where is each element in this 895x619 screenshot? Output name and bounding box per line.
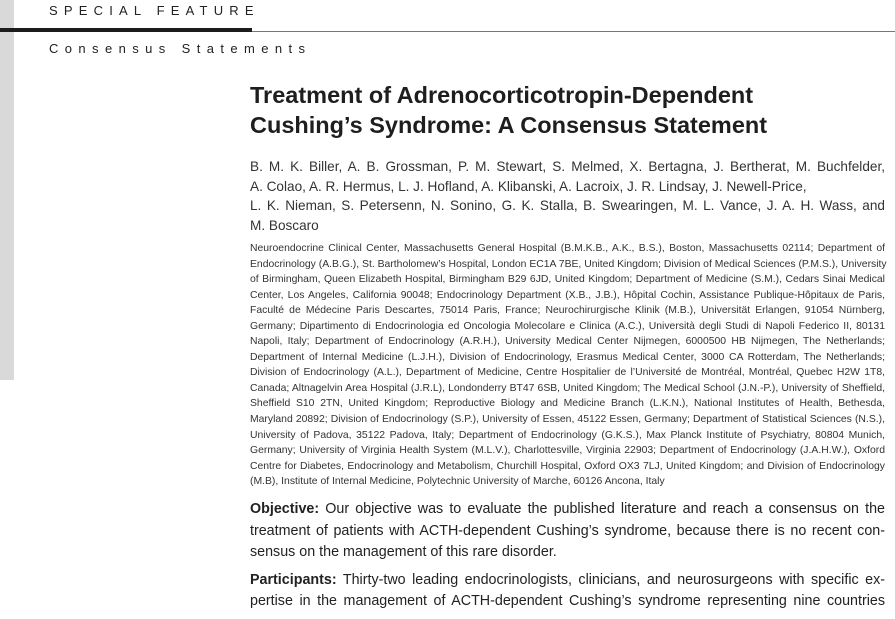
abstract-text: Thirty-two leading endocrinologists, clinicians, and neurosurgeons with specific ex- [342, 571, 885, 588]
affiliation-line: Sheffield S10 2TN, United Kingdom; Reproductive Biology and Medicine Branch (L.K.N.), National Institutes of Health, Bethesda, [250, 398, 885, 410]
affiliation-line: Department of Internal Medicine (L.J.H.), Division of Endocrinology, Erasmus Medical Center, 3000 CA Rotterdam, The Netherlands; [250, 351, 885, 363]
abstract-paragraph [250, 570, 885, 613]
affiliation-line: Center, Los Angeles, California 90048; Endocrinology Department (X.B., J.B.), Hôpital Cochin, Assistance Publique-Hôpitaux de Paris, [250, 289, 885, 301]
abstract-paragraph [250, 499, 885, 564]
abstract-line [250, 499, 885, 521]
header-rule-thick [0, 28, 252, 32]
section-label: SPECIAL FEATURE [49, 3, 260, 18]
subsection-label: Consensus Statements [49, 41, 312, 56]
abstract-line: pertise in the management of ACTH-dependent Cushing’s syndrome representing nine countries [250, 593, 885, 610]
header-rule-thin [252, 31, 895, 32]
title-line: Treatment of Adrenocorticotropin-Dependent [250, 82, 754, 108]
affiliation-line: Canada; Altnagelvin Area Hospital (J.R.L), Londonderry BT47 6SB, United Kingdom; The Medical School (J.N.-P.), University of Sheffield, [250, 382, 885, 394]
author-line: M. Boscaro [250, 217, 319, 233]
abstract [250, 499, 885, 619]
author-line: L. K. Nieman, S. Petersenn, N. Sonino, G. K. Stalla, B. Swearingen, M. L. Vance, J. A. H. Wass, and [250, 198, 885, 214]
affiliation-line: Neuroendocrine Clinical Center, Massachusetts General Hospital (B.M.K.B., A.K., B.S.), Boston, Massachusetts 02114; Department of [250, 243, 885, 254]
title-line: Cushing’s Syndrome: A Consensus Statement [250, 112, 768, 138]
margin-gray-bar [0, 0, 14, 380]
author-line: A. Colao, A. R. Hermus, L. J. Hofland, A. Klibanski, A. Lacroix, J. R. Lindsay, J. Newell-Price, [250, 178, 807, 194]
affiliation-line: Napoli, Italy; Department of Endocrinology (A.R.H.), University Medical Center Nijmegen, 6000500 HB Nijmegen, The Netherlands; [250, 336, 885, 348]
affiliation-line: Division of Endocrinology (A.L.), Department of Medicine, Centre Hospitalier de l’Université de Montréal, Montréal, Quebec H2W 1T8, [250, 367, 885, 379]
abstract-line: sensus on the management of this rare disorder. [250, 544, 557, 561]
affiliation-line: (M.B), Institute of Internal Medicine, Polytechnic University of Marche, 60126 Ancona, Italy [250, 476, 665, 488]
abstract-label: Objective: [250, 501, 320, 517]
affiliation-line: Maryland 20892; Division of Endocrinology (S.P.), University of Essen, 45122 Essen, Germany; Department of Statistical Sciences (N.S.), [250, 414, 885, 426]
abstract-line: treatment of patients with ACTH-dependent Cushing’s syndrome, because there is no recent con- [250, 522, 885, 539]
affiliation-line: Faculté de Médecine Paris Descartes, 75014 Paris, France; Neurochirurgische Klinik (M.B.), Universität Erlangen, 91054 Nürnberg, [250, 305, 885, 317]
affiliation-line: Germany; Dipartimento di Endocrinologia ed Oncologia Molecolare e Clinica (A.C.), Università degli Studi di Napoli Federico II, 80131 [250, 320, 885, 332]
abstract-text: Our objective was to evaluate the published literature and reach a consensus on the [325, 501, 885, 517]
affiliation-line: University of Padova, 35122 Padova, Italy; Department of Endocrinology (G.K.S.), Max Planck Institute of Psychiatry, 80804 Munich, [250, 429, 885, 441]
abstract-line [250, 570, 885, 592]
affiliations [250, 241, 885, 490]
affiliation-line: Germany; University of Virginia Health System (M.L.V.), Charlottesville, Virginia 22903; Department of Endocrinology (J.A.H.W.), Oxford [250, 445, 885, 457]
affiliation-line: Endocrinology (A.B.G.), St. Bartholomew’s Hospital, London EC1A 7BE, United Kingdom; Division of Medical Sciences (P.M.S.), University [250, 258, 887, 270]
affiliation-line: of Birmingham, Queen Elizabeth Hospital, Birmingham B29 6JD, United Kingdom; Department of Medicine (S.M.), Cedars Sinai Medical [250, 274, 885, 286]
article-title [250, 80, 885, 140]
abstract-label: Participants: [250, 571, 337, 588]
affiliation-line: Centre for Diabetes, Endocrinology and Metabolism, Churchill Hospital, Oxford OX3 7LJ, United Kingdom; and Division of Endocrinology [250, 460, 885, 472]
author-list [250, 157, 885, 235]
author-line: B. M. K. Biller, A. B. Grossman, P. M. Stewart, S. Melmed, X. Bertagna, J. Bertherat, M. Buchfelder, [250, 159, 885, 174]
